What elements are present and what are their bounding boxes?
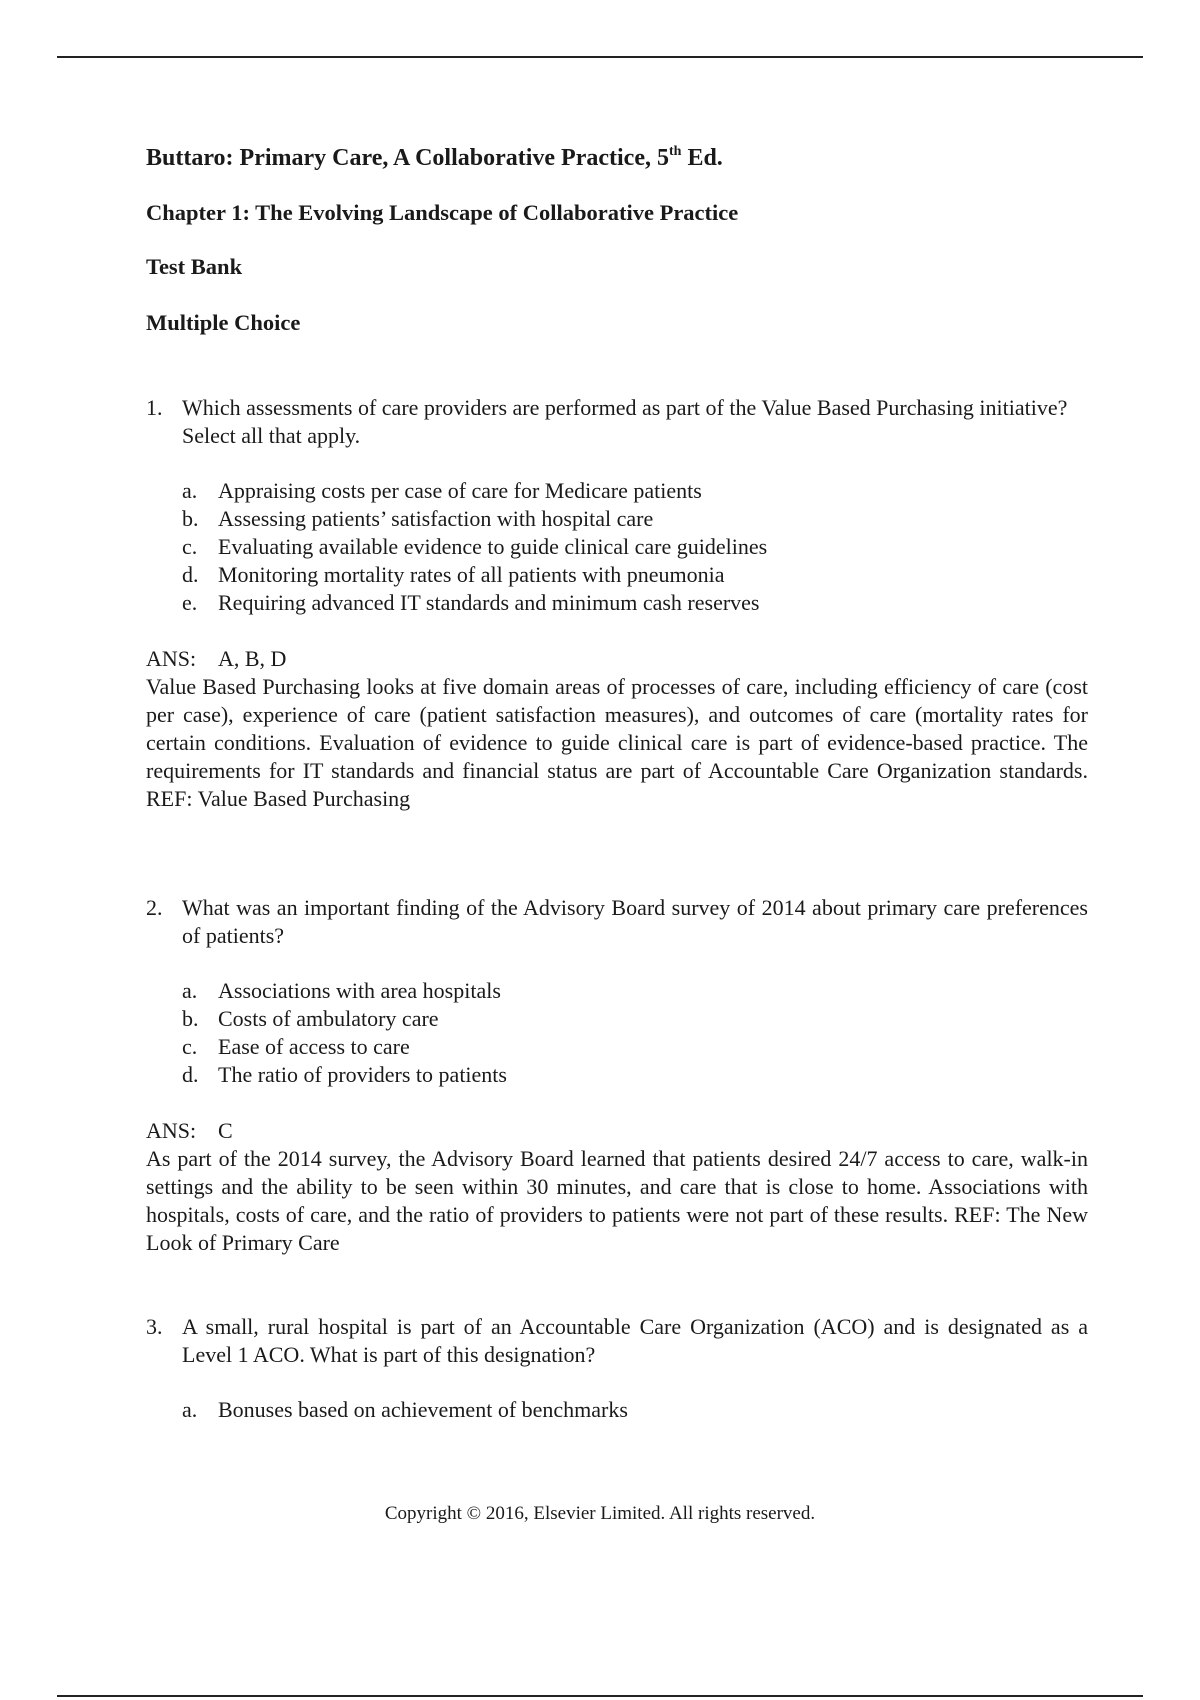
option-text: Ease of access to care (218, 1034, 410, 1059)
option-list (182, 477, 1124, 617)
question-stem (146, 1313, 1088, 1369)
option-list (182, 1396, 1124, 1424)
option-text: Assessing patients’ satisfaction with hospital care (218, 506, 654, 531)
question-text: Which assessments of care providers are performed as part of the Value Based Purchasing initiative? (182, 395, 1068, 420)
answer-line (146, 645, 1088, 673)
option-letter: a. (182, 478, 198, 503)
option-letter: d. (182, 562, 199, 587)
subsection-title: Multiple Choice (146, 310, 301, 335)
option-text: Associations with area hospitals (218, 978, 501, 1003)
chapter-title: Chapter 1: The Evolving Landscape of Collaborative Practice (146, 200, 739, 225)
answer-line (146, 1117, 1088, 1145)
question-text: What was an important finding of the Advisory Board survey of 2014 about primary care preferences of patients? (182, 895, 1088, 948)
rationale: As part of the 2014 survey, the Advisory Board learned that patients desired 24/7 access to care, walk-in settings and the ability to be seen within 30 minutes, and care that is close to home. Associations with hospitals, costs of care, and the ratio of providers to patients were not part of these results. REF: The New Look of Primary Care (146, 1146, 1088, 1255)
option-item (182, 533, 1124, 561)
option-letter: b. (182, 1006, 199, 1031)
question-number: 2. (146, 895, 163, 920)
question-1 (146, 394, 1088, 813)
option-item (182, 977, 1124, 1005)
option-text: Costs of ambulatory care (218, 1006, 439, 1031)
section-title: Test Bank (146, 254, 243, 279)
option-item (182, 1396, 1124, 1424)
answer-value: A, B, D (218, 646, 287, 671)
question-number: 1. (146, 395, 163, 420)
option-letter: a. (182, 978, 198, 1003)
option-letter: a. (182, 1397, 198, 1422)
option-text: Monitoring mortality rates of all patients with pneumonia (218, 562, 725, 587)
answer-value: C (218, 1118, 233, 1143)
option-item (182, 505, 1124, 533)
question-number: 3. (146, 1314, 163, 1339)
top-rule (57, 56, 1143, 58)
option-letter: c. (182, 534, 198, 559)
option-item (182, 561, 1124, 589)
option-letter: b. (182, 506, 199, 531)
copyright-footer: Copyright © 2016, Elsevier Limited. All rights reserved. (384, 1503, 816, 1524)
bottom-rule (57, 1695, 1143, 1697)
option-item (182, 1061, 1124, 1089)
option-letter: e. (182, 590, 198, 615)
option-letter: c. (182, 1034, 198, 1059)
question-stem (146, 894, 1088, 950)
book-title-main: Buttaro: Primary Care, A Collaborative Practice, 5 (146, 145, 669, 171)
rationale: Value Based Purchasing looks at five domain areas of processes of care, including efficiency of care (cost per case), experience of care (patient satisfaction measures), and outcomes of care (mortality rates for certain conditions. Evaluation of evidence to guide clinical care is part of evidence-based practice. The requirements for IT standards and financial status are part of Accountable Care Organization standards. REF: Value Based Purchasing (146, 674, 1088, 811)
book-title (146, 145, 723, 172)
option-item (182, 477, 1124, 505)
question-text: A small, rural hospital is part of an Accountable Care Organization (ACO) and is designated as a Level 1 ACO. What is part of this designation? (182, 1314, 1088, 1367)
question-instruction: Select all that apply. (182, 423, 361, 448)
option-text: Requiring advanced IT standards and minimum cash reserves (218, 590, 760, 615)
question-3 (146, 1313, 1088, 1424)
question-stem (146, 394, 1088, 422)
book-title-superscript: th (668, 144, 682, 159)
option-text: The ratio of providers to patients (218, 1062, 507, 1087)
answer-label: ANS: (146, 646, 197, 671)
option-text: Appraising costs per case of care for Medicare patients (218, 478, 702, 503)
question-2 (146, 894, 1088, 1257)
option-text: Evaluating available evidence to guide clinical care guidelines (218, 534, 768, 559)
option-text: Bonuses based on achievement of benchmarks (218, 1397, 628, 1422)
option-item (182, 1033, 1124, 1061)
option-item (182, 1005, 1124, 1033)
option-list (182, 977, 1124, 1089)
option-letter: d. (182, 1062, 199, 1087)
book-title-end: Ed. (681, 145, 723, 171)
answer-label: ANS: (146, 1118, 197, 1143)
option-item (182, 589, 1124, 617)
